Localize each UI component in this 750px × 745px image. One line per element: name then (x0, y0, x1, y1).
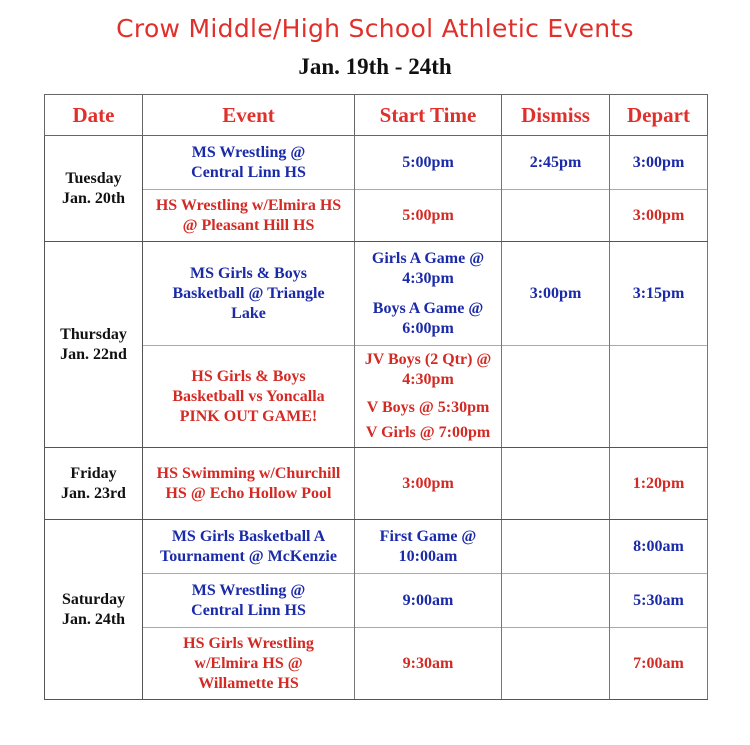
event-cell: MS Girls Basketball A Tournament @ McKenzie (143, 520, 355, 574)
depart-cell: 5:30am (610, 574, 708, 628)
depart-cell (610, 346, 708, 448)
day-date: Jan. 23rd (61, 484, 126, 502)
dismiss-cell (502, 448, 610, 520)
depart-cell: 3:00pm (610, 136, 708, 190)
start-time-cell: 9:30am (355, 628, 502, 700)
start-time-cell: 5:00pm (355, 136, 502, 190)
dismiss-cell: 3:00pm (502, 242, 610, 346)
header-depart: Depart (610, 95, 708, 136)
start-time-cell: 5:00pm (355, 190, 502, 242)
header-start-time: Start Time (355, 95, 502, 136)
table-row (45, 628, 708, 700)
table-row (45, 520, 708, 574)
day-cell-saturday (45, 520, 143, 700)
day-cell-thursday (45, 242, 143, 448)
header-date: Date (45, 95, 143, 136)
start-time-cell: JV Boys (2 Qtr) @ 4:30pm V Boys @ 5:30pm V Girls @ 7:00pm (355, 346, 502, 448)
header-event: Event (143, 95, 355, 136)
day-weekday: Tuesday (65, 169, 122, 187)
event-cell: HS Swimming w/Churchill HS @ Echo Hollow Pool (143, 448, 355, 520)
day-weekday: Saturday (61, 590, 126, 608)
depart-cell: 3:00pm (610, 190, 708, 242)
depart-cell: 3:15pm (610, 242, 708, 346)
page-title: Crow Middle/High School Athletic Events (116, 14, 634, 43)
date-range: Jan. 19th - 24th (298, 54, 452, 79)
day-date: Jan. 20th (61, 189, 126, 207)
dismiss-cell (502, 346, 610, 448)
dismiss-cell (502, 574, 610, 628)
day-date: Jan. 24th (61, 610, 126, 628)
day-cell-friday (45, 448, 143, 520)
header-dismiss: Dismiss (502, 95, 610, 136)
dismiss-cell: 2:45pm (502, 136, 610, 190)
table-row (45, 574, 708, 628)
header-row (45, 95, 708, 136)
start-time-cell: Girls A Game @ 4:30pm Boys A Game @ 6:00pm (355, 242, 502, 346)
depart-cell: 7:00am (610, 628, 708, 700)
dismiss-cell (502, 628, 610, 700)
day-weekday: Friday (70, 464, 117, 482)
start-time-cell: 3:00pm (355, 448, 502, 520)
day-cell-tuesday (45, 136, 143, 242)
depart-cell: 1:20pm (610, 448, 708, 520)
table-row (45, 136, 708, 190)
table-row (45, 448, 708, 520)
table-row (45, 190, 708, 242)
event-cell: HS Girls & Boys Basketball vs Yoncalla PINK OUT GAME! (143, 346, 355, 448)
table-row (45, 346, 708, 448)
event-cell: HS Girls Wrestling w/Elmira HS @ Willamette HS (143, 628, 355, 700)
events-table (44, 94, 708, 700)
depart-cell: 8:00am (610, 520, 708, 574)
event-cell: MS Wrestling @ Central Linn HS (143, 574, 355, 628)
table-row (45, 242, 708, 346)
start-time-cell: First Game @ 10:00am (355, 520, 502, 574)
dismiss-cell (502, 190, 610, 242)
event-cell: MS Wrestling @ Central Linn HS (143, 136, 355, 190)
start-time-cell: 9:00am (355, 574, 502, 628)
day-weekday: Thursday (60, 325, 127, 343)
dismiss-cell (502, 520, 610, 574)
day-date: Jan. 22nd (60, 345, 127, 363)
event-cell: MS Girls & Boys Basketball @ Triangle Lake (143, 242, 355, 346)
event-cell: HS Wrestling w/Elmira HS @ Pleasant Hill HS (143, 190, 355, 242)
